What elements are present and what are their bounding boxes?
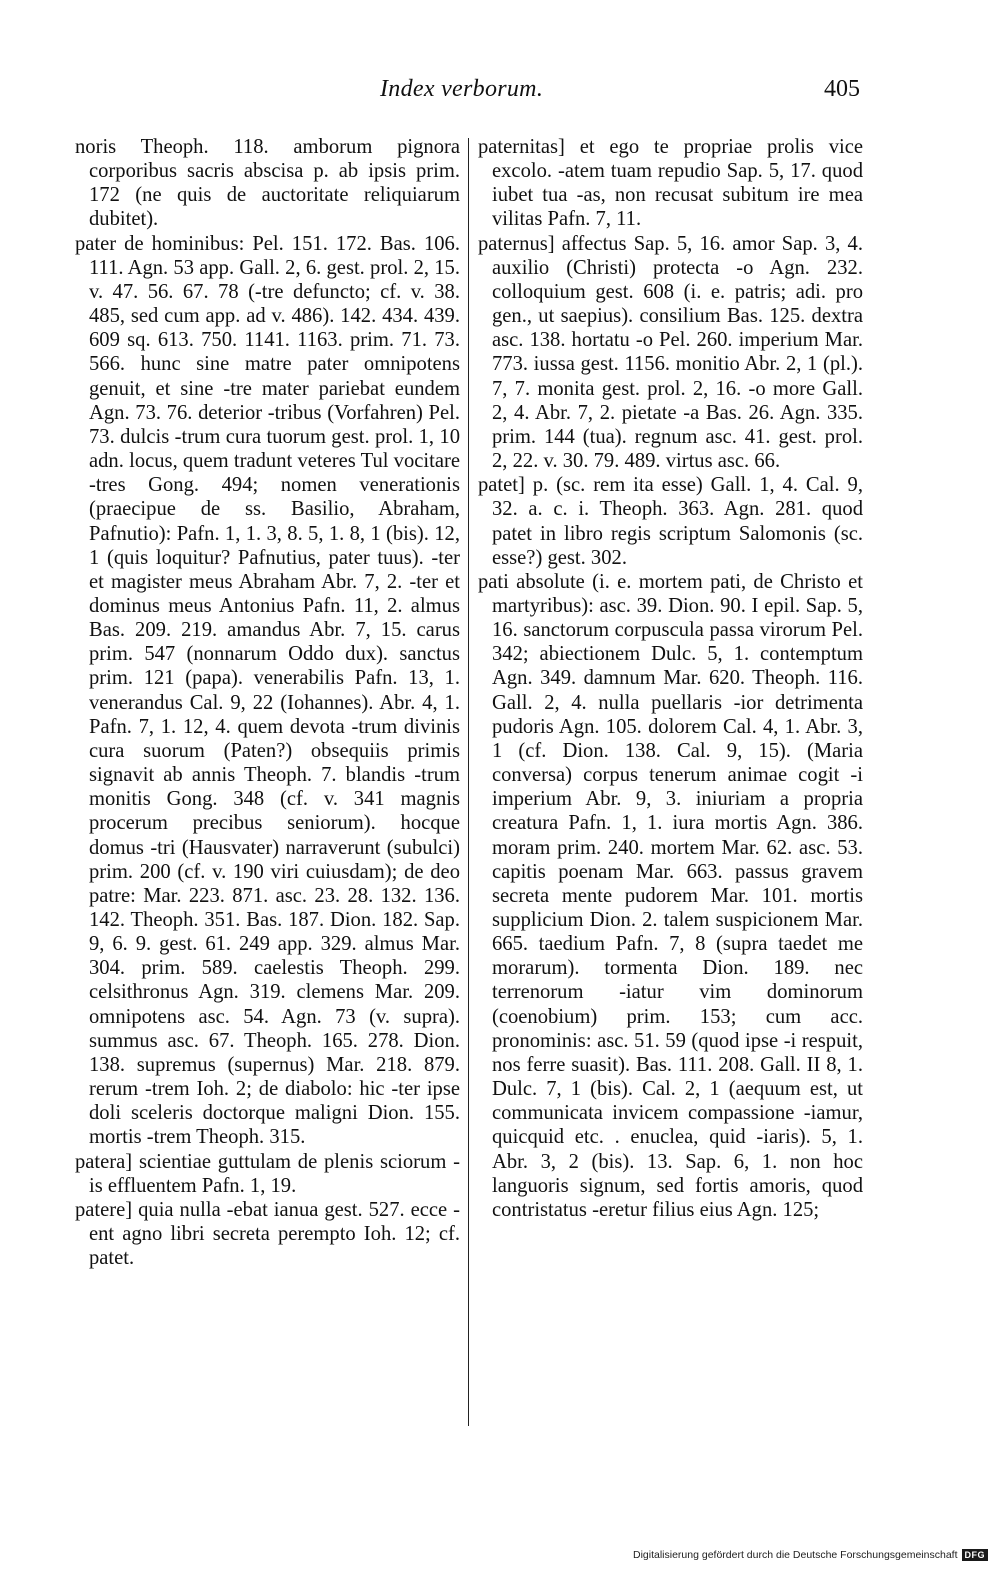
digitization-footer xyxy=(633,1549,988,1561)
dfg-logo: DFG xyxy=(962,1549,989,1561)
page-header xyxy=(75,72,860,112)
page-number: 405 xyxy=(824,76,860,102)
left-column xyxy=(75,135,460,1270)
right-column xyxy=(478,135,863,1222)
running-head: Index verborum. xyxy=(380,76,544,102)
index-entry-pati: pati absolute (i. e. mortem pati, de Christo et martyribus): asc. 39. Dion. 90. I epil. Sap. 5, 16. sanctorum corpuscula passa virorum Pel. 342; abiectionem Dulc. 5, 1. contemptum Agn. 349. damnum Mar. 620. Theoph. 116. Gall. 2, 4. nulla puellaris -ior detrimenta pudoris Agn. 105. dolorem Cal. 4, 1. Abr. 3, 1 (cf. Dion. 138. Cal. 9, 15). (Maria conversa) corpus tenerum animae cogit -i imperium Abr. 9, 3. iniuriam a propria creatura Pafn. 1, 1. iura mortis Agn. 386. moram prim. 240. mortem Mar. 62. asc. 53. capitis poenam Mar. 663. passus gravem secreta mente pudorem Mar. 101. mortis supplicium Dion. 2. talem suspicionem Mar. 665. taedium Pafn. 7, 8 (supra taedet me morarum). tormenta Dion. 189. nec terrenorum -iatur vim dominorum (coenobium) prim. 153; cum acc. pronominis: asc. 51. 59 (quod ipse -i respuit, nos ferre suasit). Bas. 111. 208. Gall. II 8, 1. Dulc. 7, 1 (bis). Cal. 2, 1 (aequum est, ut communicata invicem compassione -iamur, quicquid etc. . enuclea, quid -iaris). 5, 1. Abr. 3, 2 (bis). 13. Sap. 6, 1. non hoc languoris signum, sed fortis amoris, quod contristatus -eretur filius eius Agn. 125; xyxy=(478,570,863,1221)
column-divider xyxy=(468,138,469,1426)
index-entry-patera: patera] scientiae guttulam de plenis sciorum -is effluentem Pafn. 1, 19. xyxy=(75,1150,460,1197)
index-entry-paternitas: paternitas] et ego te propriae prolis vice excolo. -atem tuam repudio Sap. 5, 17. quod iubet tua -as, non recusat subitum ire mea vilitas Pafn. 7, 11. xyxy=(478,136,863,231)
index-entry-noris: noris Theoph. 118. amborum pignora corporibus sacris abscisa p. ab ipsis prim. 172 (ne quis de auctoritate reliquiarum dubitet). xyxy=(75,136,460,231)
footer-text: Digitalisierung gefördert durch die Deutsche Forschungsgemeinschaft xyxy=(632,1549,958,1561)
index-entry-pater: pater de hominibus: Pel. 151. 172. Bas. 106. 111. Agn. 53 app. Gall. 2, 6. gest. prol. 2, 15. v. 47. 56. 67. 78 (-tre defuncto; cf. v. 38. 485, sed cum app. ad v. 486). 142. 434. 439. 609 sq. 613. 750. 1141. 1163. prim. 71. 73. 566. hunc sine matre pater omnipotens genuit, et sine -tre mater pariebat eundem Agn. 73. 76. deterior -tribus (Vorfahren) Pel. 73. dulcis -trum cura tuorum gest. prol. 1, 10 adn. locus, quem tradunt veteres Tul vocitare -tres Gong. 494; nomen venerationis (praecipue de ss. Basilio, Abraham, Pafnutio): Pafn. 1, 1. 3, 8. 5, 1. 8, 1 (bis). 12, 1 (quis loquitur? Pafnutius, pater tuus). -ter et magister meus Abraham Abr. 7, 2. -ter et dominus meus Antonius Pafn. 11, 2. almus Bas. 209. 219. amandus Abr. 7, 15. carus prim. 547 (nonnarum Oddo dux). sanctus prim. 121 (papa). venerabilis Pafn. 13, 1. venerandus Cal. 9, 22 (Iohannes). Abr. 4, 1. Pafn. 7, 1. 12, 4. quem devota -trum divinis cura suorum (Paten?) obsequiis primis signavit ab annis Theoph. 7. blandis -trum monitis Gong. 348 (cf. v. 341 magnis procerum precibus seniorum). hocque domus -tri (Hausvater) narraverunt (subulci) prim. 200 (cf. v. 190 viri cuiusdam); de deo patre: Mar. 223. 871. asc. 23. 28. 132. 136. 142. Theoph. 351. Bas. 187. Dion. 182. Sap. 9, 6. 9. gest. 61. 249 app. 329. almus Mar. 304. prim. 589. caelestis Theoph. 299. celsithronus Agn. 319. clemens Mar. 209. omnipotens asc. 54. Agn. 73 (v. supra). summus asc. 67. Theoph. 165. 278. Dion. 138. supremus (supernus) Mar. 218. 879. rerum -trem Ioh. 2; de diabolo: hic -ter ipse doli sceleris doctorque maligni Dion. 155. mortis -trem Theoph. 315. xyxy=(75,232,460,1149)
index-entry-patere: patere] quia nulla -ebat ianua gest. 527. ecce -ent agno libri secreta perempto Ioh. 12; cf. patet. xyxy=(75,1198,460,1270)
index-entry-patet: patet] p. (sc. rem ita esse) Gall. 1, 4. Cal. 9, 32. a. c. i. Theoph. 363. Agn. 281. quod patet in libro regis scriptum Salomonis (sc. esse?) gest. 302. xyxy=(478,474,863,569)
index-entry-paternus: paternus] affectus Sap. 5, 16. amor Sap. 3, 4. auxilio (Christi) protecta -o Agn. 232. colloquium gest. 608 (i. e. patris; adi. pro gen., ut saepius). consilium Bas. 125. dextra asc. 138. hortatu -o Pel. 260. imperium Mar. 773. iussa gest. 1156. monitio Abr. 2, 1 (pl.). 7, 7. monita gest. prol. 2, 16. -o more Gall. 2, 4. Abr. 7, 2. pietate -a Bas. 26. Agn. 335. prim. 144 (tua). regnum asc. 41. gest. prol. 2, 22. v. 30. 79. 489. virtus asc. 66. xyxy=(478,232,863,473)
